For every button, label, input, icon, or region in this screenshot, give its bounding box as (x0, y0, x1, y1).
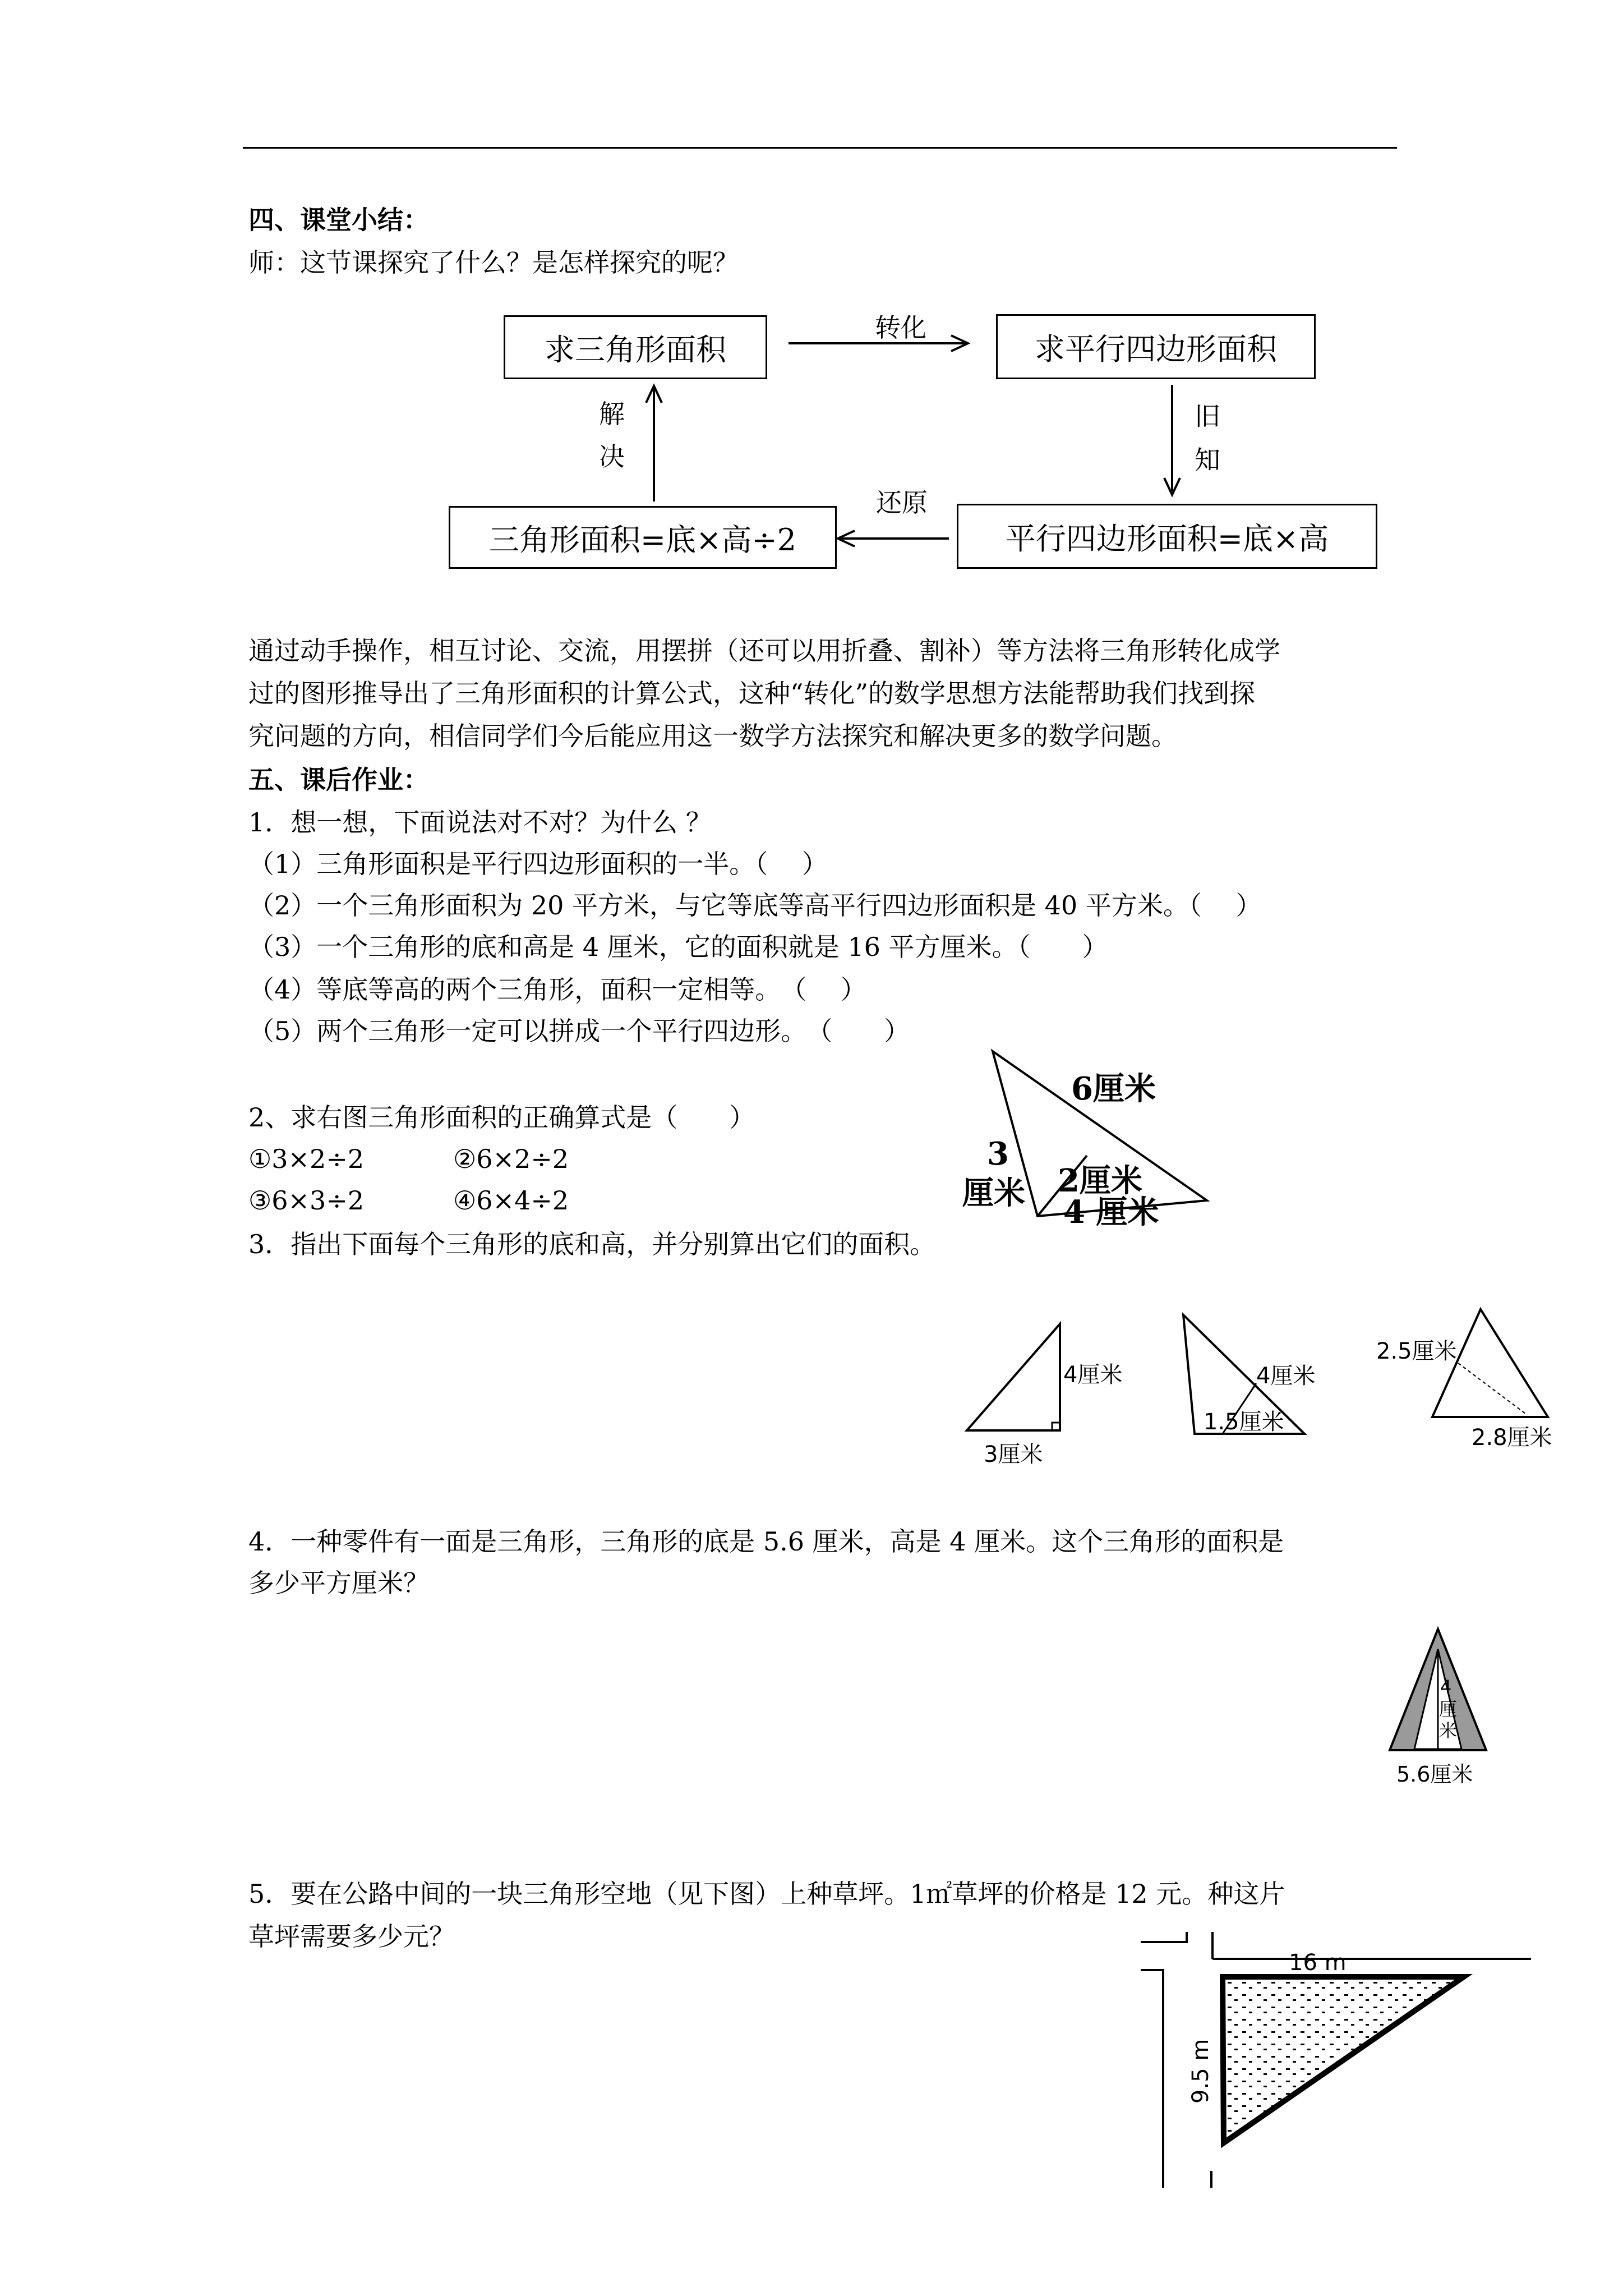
flow-label-known-2: 知 (1195, 445, 1220, 475)
q4-height-char-2: 厘 (1439, 1699, 1458, 1720)
q2-label-base: 4 厘米 (1063, 1194, 1159, 1231)
q2-label-top: 6厘米 (1071, 1070, 1156, 1107)
q1-item-2: （2）一个三角形面积为 20 平方米，与它等底等高平行四边形面积是 40 平方米。（ ） (248, 890, 1262, 921)
q1-item-3: （3）一个三角形的底和高是 4 厘米，它的面积就是 16 平方厘米。（ ） (248, 932, 1108, 962)
q5-line-1: 5．要在公路中间的一块三角形空地（见下图）上种草坪。1㎡草坪的价格是 12 元。种这片 (248, 1879, 1285, 1909)
section5-heading: 五、课后作业： (248, 765, 429, 795)
q4-height-char-1: 4 (1440, 1676, 1452, 1697)
q5-line-2: 草坪需要多少元？ (248, 1921, 455, 1952)
q4-line-2: 多少平方厘米？ (248, 1568, 429, 1598)
q1-item-5: （5）两个三角形一定可以拼成一个平行四边形。 （ ） (248, 1016, 910, 1046)
q3-fig2-base: 1.5厘米 (1204, 1409, 1284, 1435)
flow-label-known-1: 旧 (1195, 401, 1220, 431)
q2-label-height: 2厘米 (1058, 1162, 1142, 1199)
q3-fig3-base: 2.8厘米 (1472, 1425, 1552, 1451)
flow-label-solve-1: 解 (599, 399, 625, 429)
q3-right-triangle-figure (959, 1318, 1123, 1470)
q1-item-1: （1）三角形面积是平行四边形面积的一半。（ ） (248, 849, 828, 879)
summary-line-3: 究问题的方向，相信同学们今后能应用这一数学方法探究和解决更多的数学问题。 (248, 721, 1177, 751)
q3-acute-triangle-figure (1374, 1301, 1565, 1464)
q2-label-left-num: 3 (987, 1135, 1009, 1172)
flow-label-solve-2: 决 (599, 441, 625, 472)
summary-line-2: 过的图形推导出了三角形面积的计算公式，这种“转化”的数学思想方法能帮助我们找到探 (248, 678, 1256, 708)
q3-fig3-side: 2.5厘米 (1376, 1338, 1457, 1364)
q5-top-label: 16 m (1289, 1950, 1347, 1976)
flow-box-parallelogram-formula: 平行四边形面积=底×高 (957, 504, 1377, 569)
flow-label-restore: 还原 (876, 487, 928, 518)
q2-triangle-figure (948, 1055, 1217, 1231)
summary-line-1: 通过动手操作，相互讨论、交流，用摆拼（还可以用折叠、割补）等方法将三角形转化成学 (248, 636, 1280, 666)
q2-title: 2、求右图三角形面积的正确算式是（ ） (248, 1102, 755, 1133)
q3-fig1-base: 3厘米 (984, 1442, 1043, 1467)
q3-obtuse-triangle-figure (1172, 1307, 1340, 1464)
section4-question: 师：这节课探究了什么？是怎样探究的呢？ (248, 247, 739, 278)
flow-box-triangle-formula: 三角形面积=底×高÷2 (449, 506, 837, 569)
section4-heading: 四、课堂小结： (248, 205, 429, 235)
q4-line-1: 4．一种零件有一面是三角形，三角形的底是 5.6 厘米，高是 4 厘米。这个三角形的面积是 (248, 1526, 1284, 1557)
q2-option-2: ②6×2÷2 (453, 1144, 569, 1174)
q4-base-label: 5.6厘米 (1396, 1762, 1473, 1787)
q2-option-1: ①3×2÷2 (248, 1144, 365, 1174)
q2-option-4: ④6×4÷2 (453, 1185, 569, 1216)
q5-side-label: 9.5 m (1188, 2039, 1214, 2104)
flow-label-transform: 转化 (875, 312, 926, 343)
flow-arrows (0, 0, 1623, 617)
q4-height-char-3: 米 (1439, 1720, 1458, 1741)
q1-item-4: （4）等底等高的两个三角形，面积一定相等。 （ ） (248, 974, 866, 1005)
flow-box-triangle-area: 求三角形面积 (504, 315, 767, 379)
q3-fig2-height: 4厘米 (1256, 1363, 1316, 1389)
q3-fig1-height: 4厘米 (1063, 1362, 1123, 1388)
q2-label-left-unit: 厘米 (962, 1175, 1025, 1212)
q1-title: 1．想一想，下面说法对不对？为什么 ？ (248, 807, 712, 838)
q5-road-figure (1138, 1930, 1531, 2193)
flow-box-parallelogram-area: 求平行四边形面积 (996, 314, 1316, 379)
q2-option-3: ③6×3÷2 (248, 1185, 365, 1216)
q4-part-figure (1385, 1627, 1497, 1795)
q3-title: 3．指出下面每个三角形的底和高，并分别算出它们的面积。 (248, 1229, 936, 1259)
